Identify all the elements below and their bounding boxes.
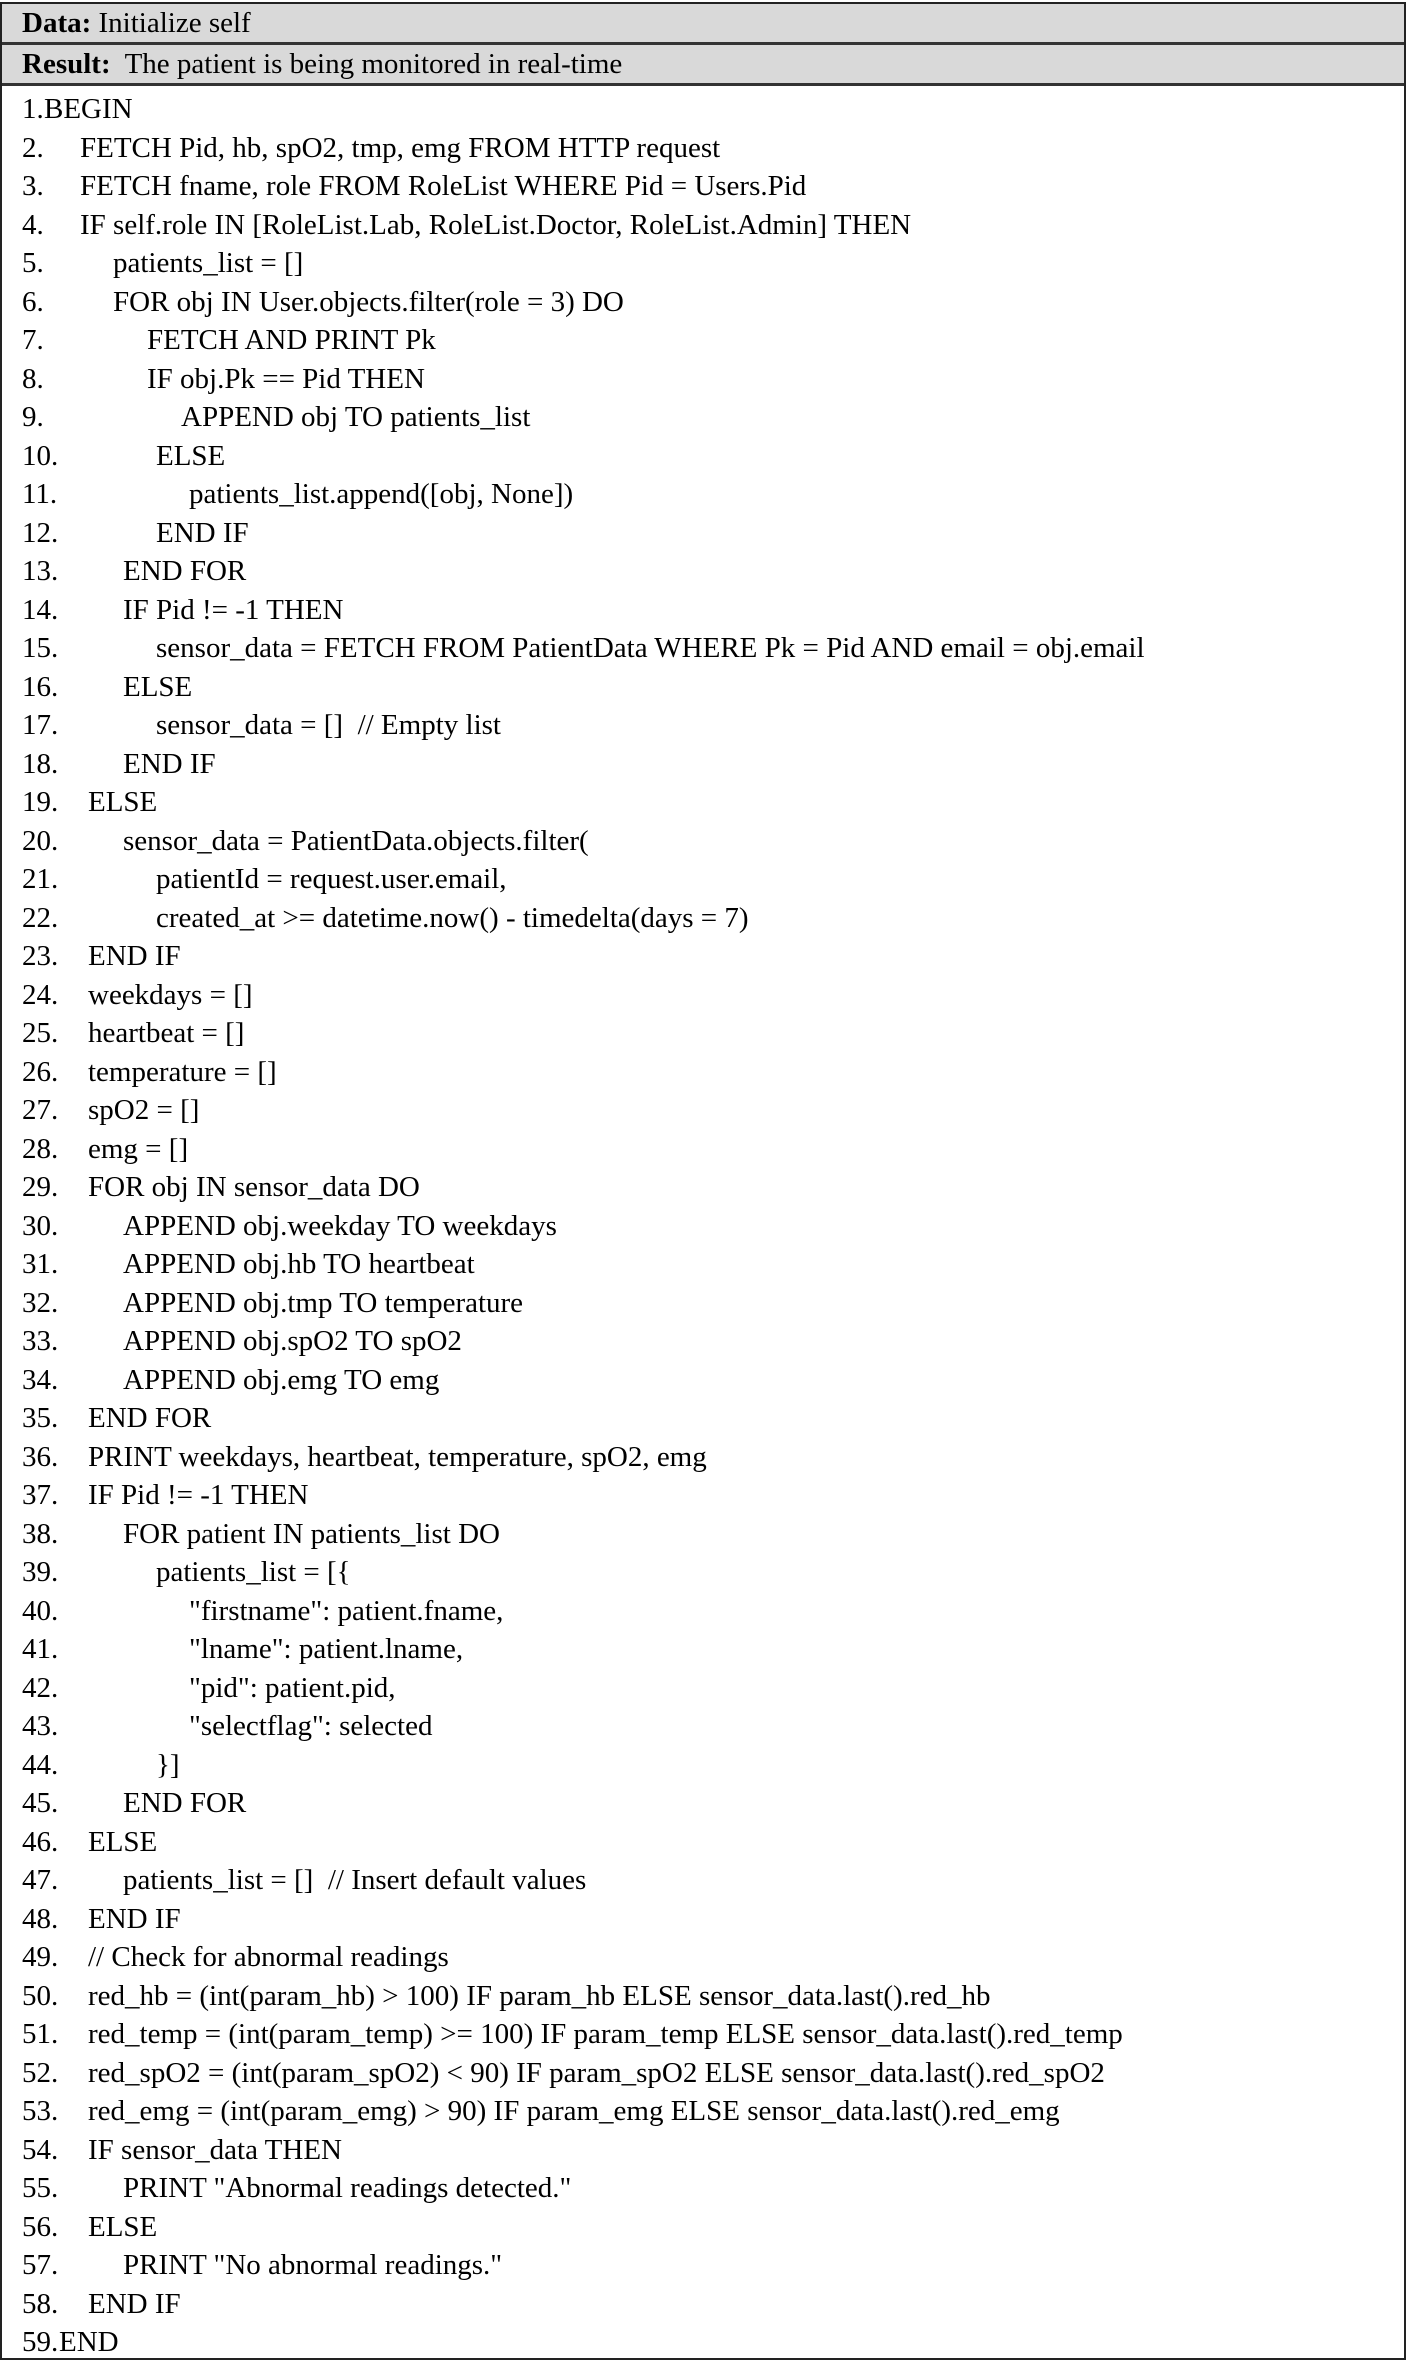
data-row: [2, 4, 1404, 45]
line-text: red_hb = (int(param_hb) > 100) IF param_hb ELSE sensor_data.last().red_hb: [88, 1979, 991, 2012]
line-text: APPEND obj.hb TO heartbeat: [123, 1248, 475, 1280]
line-text: ELSE: [156, 439, 226, 472]
line-text: END FOR: [88, 1402, 212, 1434]
line-text: FETCH Pid, hb, spO2, tmp, emg FROM HTTP request: [80, 131, 721, 164]
line-number: 17.: [22, 709, 59, 741]
line-text: spO2 = []: [88, 1094, 200, 1126]
line-number: 34.: [22, 1363, 59, 1396]
line-number: 16.: [22, 670, 59, 703]
line-number: 22.: [22, 901, 59, 934]
line-number: 18.: [22, 747, 59, 780]
data-label: Data:: [22, 7, 92, 39]
line-text: END FOR: [123, 555, 247, 587]
line-number: 33.: [22, 1325, 59, 1357]
line-number: 25.: [22, 1017, 59, 1049]
line-number: 4.: [22, 208, 44, 241]
line-number: 58.: [22, 2287, 59, 2320]
line-text: FOR obj IN sensor_data DO: [88, 1171, 420, 1203]
line-text: created_at >= datetime.now() - timedelta(days = 7): [156, 901, 749, 934]
line-text: END IF: [88, 2287, 181, 2320]
line-number: 7.: [22, 324, 44, 356]
line-text: ELSE: [88, 786, 158, 818]
line-text: FOR patient IN patients_list DO: [123, 1517, 500, 1550]
line-text: PRINT weekdays, heartbeat, temperature, spO2, emg: [88, 1440, 707, 1473]
line-text: APPEND obj TO patients_list: [181, 401, 531, 433]
result-row: [2, 45, 1404, 86]
line-text: END: [59, 2326, 119, 2358]
line-text: END IF: [123, 747, 216, 780]
line-number: 21.: [22, 863, 59, 895]
line-number: 31.: [22, 1248, 59, 1280]
line-text: "firstname": patient.fname,: [189, 1594, 504, 1627]
line-text: FOR obj IN User.objects.filter(role = 3) DO: [113, 285, 624, 318]
line-text: IF sensor_data THEN: [88, 2133, 342, 2166]
line-number: 57.: [22, 2249, 59, 2281]
line-text: PRINT "Abnormal readings detected.": [123, 2172, 572, 2204]
line-text: weekdays = []: [88, 978, 253, 1011]
line-number: 38.: [22, 1517, 59, 1550]
line-text: END IF: [88, 1902, 181, 1935]
line-number: 28.: [22, 1132, 59, 1165]
line-text: IF Pid != -1 THEN: [88, 1479, 309, 1511]
result-label: Result:: [22, 48, 111, 80]
line-number: 36.: [22, 1440, 59, 1473]
line-number: 32.: [22, 1286, 59, 1319]
line-number: 43.: [22, 1710, 59, 1742]
line-number: 2.: [22, 131, 44, 164]
line-text: // Check for abnormal readings: [88, 1941, 449, 1973]
line-text: red_temp = (int(param_temp) >= 100) IF param_temp ELSE sensor_data.last().red_temp: [88, 2018, 1123, 2050]
line-text: heartbeat = []: [88, 1017, 245, 1049]
line-number: 20.: [22, 824, 59, 857]
line-text: END IF: [156, 516, 249, 549]
line-number: 30.: [22, 1209, 59, 1242]
line-text: temperature = []: [88, 1055, 277, 1088]
line-number: 11.: [22, 478, 58, 510]
line-text: patients_list.append([obj, None]): [189, 478, 574, 510]
line-number: 56.: [22, 2210, 59, 2243]
line-text: "lname": patient.lname,: [189, 1633, 464, 1665]
line-text: PRINT "No abnormal readings.": [123, 2249, 503, 2281]
line-number: 3.: [22, 170, 44, 202]
line-number: 6.: [22, 285, 44, 318]
line-text: red_emg = (int(param_emg) > 90) IF param_emg ELSE sensor_data.last().red_emg: [88, 2095, 1060, 2127]
line-number: 53.: [22, 2095, 59, 2127]
line-number: 9.: [22, 401, 44, 433]
line-text: "pid": patient.pid,: [189, 1671, 396, 1704]
line-text: "selectflag": selected: [189, 1710, 433, 1742]
line-number: 47.: [22, 1864, 59, 1896]
line-text: END IF: [88, 940, 181, 972]
line-number: 23.: [22, 940, 59, 972]
line-number: 52.: [22, 2056, 59, 2089]
line-text: APPEND obj.emg TO emg: [123, 1363, 440, 1396]
line-text: BEGIN: [44, 93, 133, 125]
line-number: 8.: [22, 362, 44, 395]
line-text: }]: [156, 1748, 180, 1781]
line-number: 41.: [22, 1633, 59, 1665]
line-text: patients_list = [] // Insert default values: [123, 1864, 587, 1896]
line-text: APPEND obj.tmp TO temperature: [123, 1286, 524, 1319]
line-number: 45.: [22, 1787, 59, 1819]
line-number: 54.: [22, 2133, 59, 2166]
line-number: 27.: [22, 1094, 59, 1126]
line-text: FETCH AND PRINT Pk: [147, 324, 436, 356]
line-text: patientId = request.user.email,: [156, 863, 507, 895]
line-text: ELSE: [88, 1825, 158, 1858]
line-text: FETCH fname, role FROM RoleList WHERE Pid = Users.Pid: [80, 170, 807, 202]
line-number: 51.: [22, 2018, 59, 2050]
line-text: ELSE: [123, 670, 193, 703]
line-number: 44.: [22, 1748, 59, 1781]
line-text: patients_list = [{: [156, 1556, 351, 1588]
data-value: Initialize self: [98, 7, 251, 39]
line-number: 19.: [22, 786, 59, 818]
line-number: 5.: [22, 247, 44, 279]
line-number: 12.: [22, 516, 59, 549]
line-number: 55.: [22, 2172, 59, 2204]
algorithm-box: [0, 2, 1406, 2360]
line-text: sensor_data = PatientData.objects.filter(: [123, 824, 589, 857]
line-text: APPEND obj.spO2 TO spO2: [123, 1325, 462, 1357]
line-number: 50.: [22, 1979, 59, 2012]
line-text: sensor_data = [] // Empty list: [156, 709, 501, 741]
line-text: END FOR: [123, 1787, 247, 1819]
line-text: IF obj.Pk == Pid THEN: [147, 362, 425, 395]
line-text: IF self.role IN [RoleList.Lab, RoleList.Doctor, RoleList.Admin] THEN: [80, 208, 912, 241]
line-number: 1.: [22, 93, 44, 125]
line-number: 46.: [22, 1825, 59, 1858]
line-number: 42.: [22, 1671, 59, 1704]
line-text: APPEND obj.weekday TO weekdays: [123, 1209, 557, 1242]
line-number: 14.: [22, 593, 59, 626]
line-number: 26.: [22, 1055, 59, 1088]
line-number: 49.: [22, 1941, 59, 1973]
line-number: 13.: [22, 555, 59, 587]
line-number: 39.: [22, 1556, 59, 1588]
line-text: IF Pid != -1 THEN: [123, 593, 344, 626]
line-number: 37.: [22, 1479, 59, 1511]
line-text: emg = []: [88, 1132, 189, 1165]
line-text: red_spO2 = (int(param_spO2) < 90) IF param_spO2 ELSE sensor_data.last().red_spO2: [88, 2056, 1105, 2089]
line-text: ELSE: [88, 2210, 158, 2243]
line-number: 15.: [22, 632, 59, 664]
line-number: 10.: [22, 439, 59, 472]
line-text: patients_list = []: [113, 247, 304, 279]
line-number: 29.: [22, 1171, 59, 1203]
line-text: sensor_data = FETCH FROM PatientData WHERE Pk = Pid AND email = obj.email: [156, 632, 1145, 664]
line-number: 24.: [22, 978, 59, 1011]
result-value: The patient is being monitored in real-time: [124, 48, 623, 80]
line-number: 40.: [22, 1594, 59, 1627]
line-number: 48.: [22, 1902, 59, 1935]
line-number: 35.: [22, 1402, 59, 1434]
line-number: 59.: [22, 2326, 59, 2358]
